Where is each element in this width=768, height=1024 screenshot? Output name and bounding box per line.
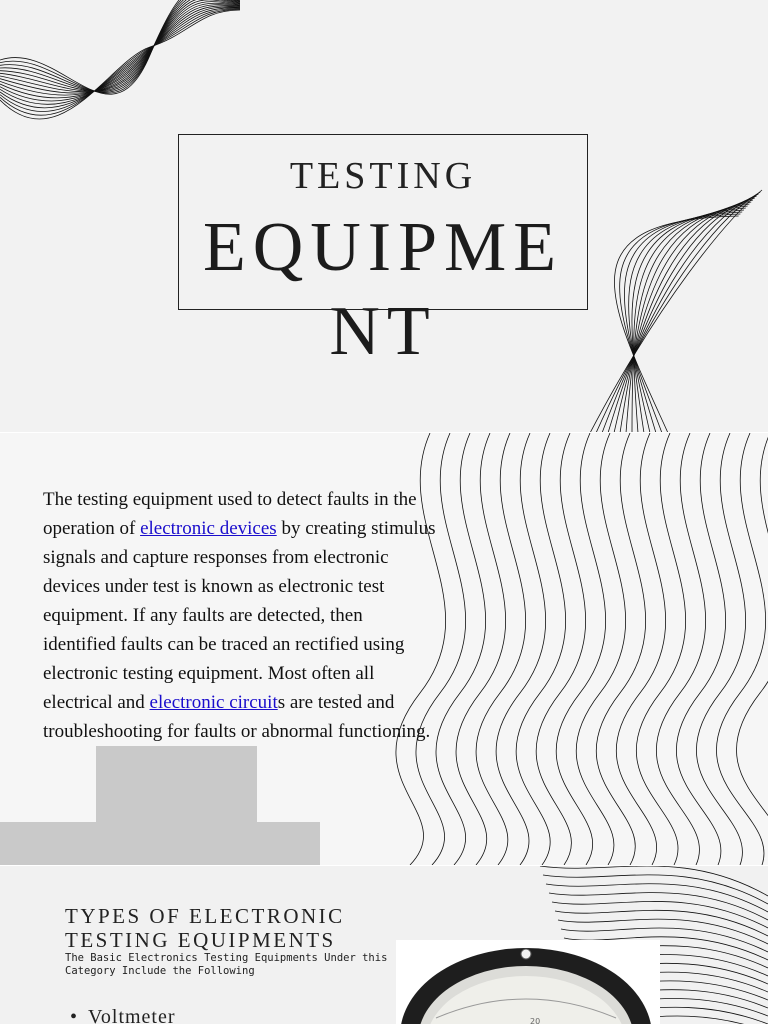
decorative-line (620, 200, 753, 433)
paragraph-text: s are tested and troubleshooting for faults or abnormal functioning. (43, 692, 431, 742)
decorative-line (0, 0, 240, 92)
list-item: • Voltmeter (70, 1006, 176, 1024)
voltmeter-photo (396, 940, 660, 1024)
title-slide (0, 0, 768, 433)
decorative-line (436, 433, 486, 865)
decorative-line (608, 196, 757, 433)
decorative-line (716, 433, 765, 865)
decorative-line (516, 433, 566, 865)
paragraph-text: The testing equipment used to detect faults in the operation of (43, 489, 417, 539)
decorative-line (0, 8, 240, 108)
decorative-line (549, 893, 768, 920)
decorative-line (476, 433, 526, 865)
section-heading: TYPES OF ELECTRONIC TESTING EQUIPMENTS (65, 904, 345, 952)
decorative-line (543, 875, 768, 904)
decorative-line (0, 7, 240, 104)
decorative-line (536, 433, 585, 865)
equipment-list (70, 1006, 176, 1024)
title-line-3: NT (329, 293, 437, 370)
decorative-line (616, 433, 665, 865)
electronic-devices-link[interactable]: electronic devices (140, 518, 277, 539)
redaction-block (96, 746, 257, 826)
title-main (140, 206, 626, 374)
decorative-line (620, 214, 741, 433)
decorative-line (614, 216, 738, 433)
decorative-line (696, 433, 745, 865)
decorative-line (626, 202, 751, 433)
meter-scale-label: 20 (530, 1017, 541, 1024)
decorative-line (636, 433, 685, 865)
redaction-block (0, 822, 320, 865)
decorative-line (656, 433, 705, 865)
title-line-2: EQUIPME (202, 209, 564, 286)
electronic-circuit-link[interactable]: electronic circuit (149, 692, 278, 713)
paragraph-text: by creating stimulus signals and capture responses from electronic devices under test is known as electronic test equipment. If any faults are detected, then identified faults can be traced an rectified using electronic testing equipment. Most often all electrical and (43, 518, 436, 713)
decorative-line (496, 433, 546, 865)
decorative-line (540, 866, 768, 896)
voltmeter-image (396, 940, 660, 1024)
decorative-line (576, 433, 625, 865)
title-line-1: TESTING (289, 155, 477, 197)
decorative-line (0, 3, 240, 95)
decorative-line (0, 6, 240, 101)
section-subheading: The Basic Electronics Testing Equipments Under this Category Include the Following (65, 952, 388, 977)
types-slide (0, 866, 768, 1024)
definition-paragraph (43, 485, 438, 746)
decorative-line (456, 433, 506, 865)
decorative-line (0, 10, 240, 119)
decorative-line (546, 884, 768, 912)
decorative-line (676, 433, 725, 865)
decorative-line (556, 433, 605, 865)
definition-slide (0, 433, 768, 865)
decorative-line (596, 433, 645, 865)
